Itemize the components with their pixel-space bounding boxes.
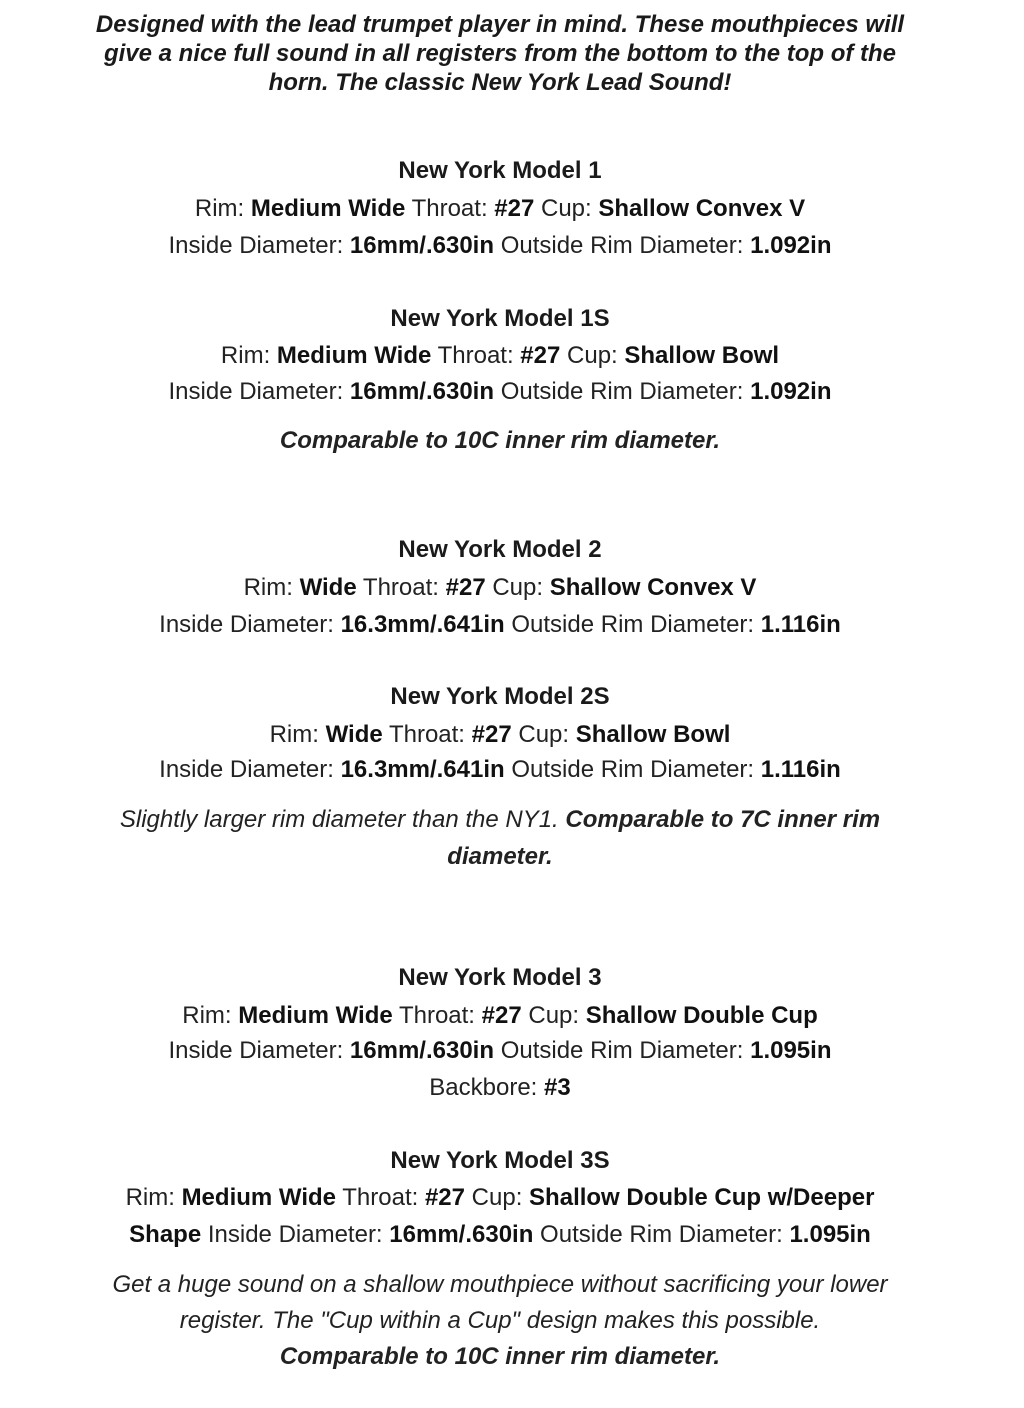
comparison-note: Get a huge sound on a shallow mouthpiece without sacrificing your lower register. The "Cup within a Cup" design makes this possible. Comparable to 10C inner rim diameter.	[112, 1271, 888, 1370]
spec-line-diameters: Inside Diameter: 16mm/.630in Outside Rim Diameter: 1.092in	[168, 378, 832, 405]
spec-line-rim-throat-cup: Rim: Wide Throat: #27 Cup: Shallow Convex V	[243, 574, 757, 601]
model-title: New York Model 2S	[390, 683, 610, 710]
spec-line-rim-throat-cup: Rim: Medium Wide Throat: #27 Cup: Shallow Convex V	[194, 195, 806, 222]
spec-line-rim-throat-cup: Rim: Wide Throat: #27 Cup: Shallow Bowl	[269, 721, 731, 748]
model-title: New York Model 1S	[390, 305, 610, 332]
intro-text: Designed with the lead trumpet player in mind. These mouthpieces will give a nice full sound in all registers from the bottom to the top of the horn. The classic New York Lead Sound!	[95, 11, 905, 96]
model-title: New York Model 3S	[390, 1147, 610, 1174]
spec-line-rim-throat-cup: Rim: Medium Wide Throat: #27 Cup: Shallow Bowl	[220, 342, 780, 369]
comparison-note: Slightly larger rim diameter than the NY1. Comparable to 7C inner rim diameter.	[119, 806, 881, 870]
spec-line-diameters: Inside Diameter: 16mm/.630in Outside Rim Diameter: 1.092in	[168, 232, 832, 259]
model-title: New York Model 3	[398, 964, 602, 991]
model-title: New York Model 2	[398, 536, 602, 563]
comparison-note: Comparable to 10C inner rim diameter.	[279, 427, 721, 454]
spec-line-diameters: Inside Diameter: 16mm/.630in Outside Rim Diameter: 1.095in	[168, 1037, 832, 1064]
model-title: New York Model 1	[398, 157, 602, 184]
spec-line-diameters: Shape Inside Diameter: 16mm/.630in Outside Rim Diameter: 1.095in	[129, 1221, 871, 1248]
spec-line-diameters: Inside Diameter: 16.3mm/.641in Outside Rim Diameter: 1.116in	[159, 611, 841, 638]
spec-line-rim-throat-cup: Rim: Medium Wide Throat: #27 Cup: Shallow Double Cup	[182, 1002, 818, 1029]
spec-line-diameters: Inside Diameter: 16.3mm/.641in Outside Rim Diameter: 1.116in	[159, 756, 841, 783]
spec-line-rim-throat-cup: Rim: Medium Wide Throat: #27 Cup: Shallow Double Cup w/Deeper	[125, 1184, 875, 1211]
spec-line-backbore: Backbore: #3	[429, 1074, 571, 1101]
